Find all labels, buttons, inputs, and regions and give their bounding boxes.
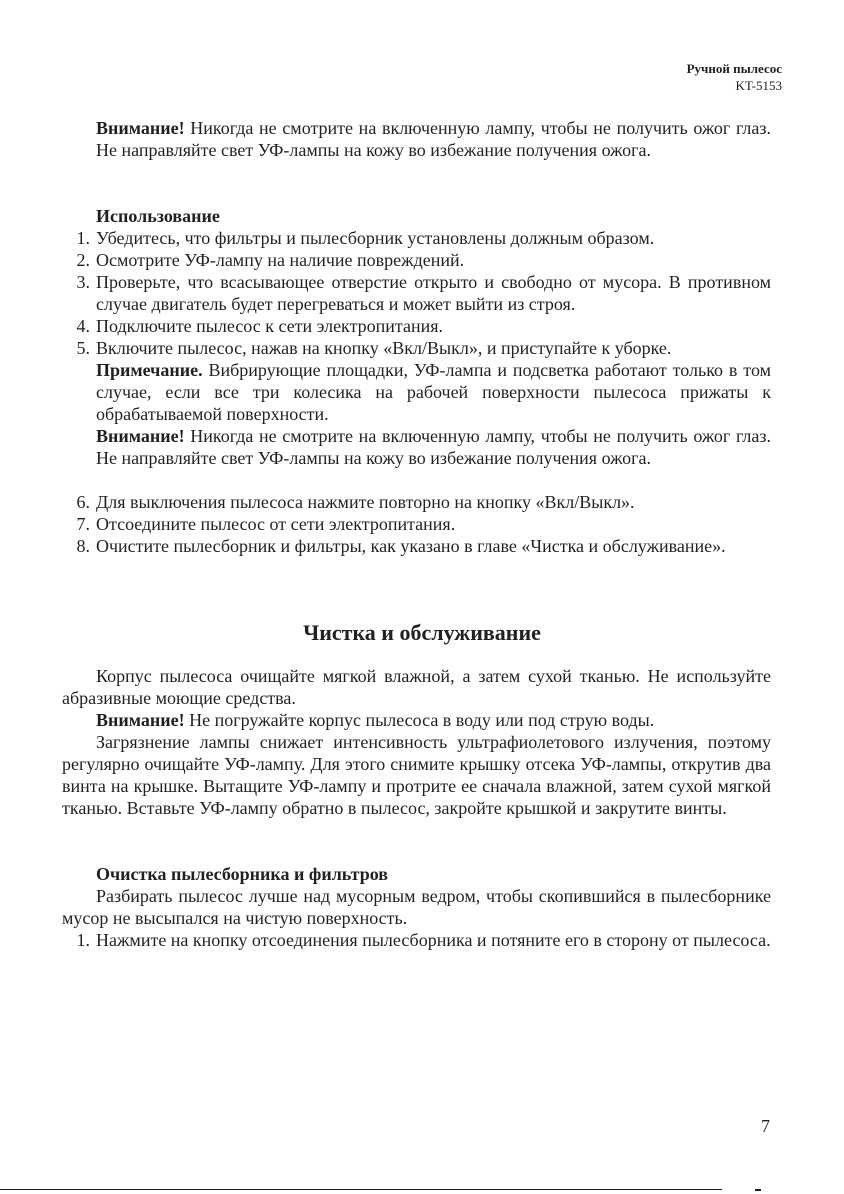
footer-tick	[755, 1189, 761, 1191]
item-text: Включите пылесос, нажав на кнопку «Вкл/Выкл», и приступайте к уборке.	[96, 338, 672, 358]
warning-label: Внимание!	[96, 710, 185, 730]
item-text: Проверьте, что всасывающее отверстие открыто и свободно от мусора. В противном случае двигатель будет перегреваться и может выйти из строя.	[96, 272, 771, 314]
item-text: Убедитесь, что фильтры и пылесборник установлены должным образом.	[96, 228, 655, 248]
item-text: Для выключения пылесоса нажмите повторно на кнопку «Вкл/Выкл».	[96, 492, 635, 512]
section-heading-cleaning: Чистка и обслуживание	[303, 620, 541, 645]
item-text: Подключите пылесос к сети электропитания.	[96, 316, 444, 336]
section-heading-usage: Использование	[96, 206, 220, 226]
item-number: 8.	[76, 536, 90, 556]
list-item	[76, 337, 771, 359]
warning-paragraph	[96, 709, 771, 731]
item-number: 5.	[76, 338, 90, 358]
note-paragraph	[96, 359, 771, 425]
list-item	[76, 249, 771, 271]
list-item	[76, 315, 771, 337]
running-header	[687, 60, 782, 94]
footer-rule	[0, 1189, 722, 1190]
item-number: 1.	[76, 930, 90, 950]
item-number: 3.	[76, 272, 90, 292]
list-item	[76, 227, 771, 249]
warning-text: Никогда не смотрите на включенную лампу, чтобы не получить ожог глаз. Не направляйте свет УФ-лампы на кожу во избежание получения ожога.	[96, 118, 771, 160]
note-text: Вибрирующие площадки, УФ-лампа и подсветка работают только в том случае, если все три колесика на рабочей поверхности пылесоса прижаты к обрабатываемой поверхности.	[96, 360, 771, 424]
item-number: 6.	[76, 492, 90, 512]
list-item	[76, 513, 771, 535]
list-item	[76, 491, 771, 513]
warning-paragraph	[96, 425, 771, 469]
list-item	[76, 271, 771, 315]
warning-text: Не погружайте корпус пылесоса в воду или под струю воды.	[184, 710, 655, 730]
body-paragraph: Загрязнение лампы снижает интенсивность ультрафиолетового излучения, поэтому регулярно очищайте УФ-лампу. Для этого снимите крышку отсека УФ-лампы, открутив два винта на крышке. Вытащите УФ-лампу и протрите ее сначала влажной, затем сухой мягкой тканью. Вставьте УФ-лампу обратно в пылесос, закройте крышкой и закрутите винты.	[62, 732, 771, 818]
item-number: 7.	[76, 514, 90, 534]
item-number: 4.	[76, 316, 90, 336]
item-text: Нажмите на кнопку отсоединения пылесборника и потяните его в сторону от пылесоса.	[96, 930, 771, 950]
item-number: 2.	[76, 250, 90, 270]
header-title: Ручной пылесос	[686, 61, 782, 76]
page-number: 7	[761, 1116, 770, 1136]
item-text: Осмотрите УФ-лампу на наличие повреждений.	[96, 250, 465, 270]
warning-text: Никогда не смотрите на включенную лампу, чтобы не получить ожог глаз. Не направляйте свет УФ-лампы на кожу во избежание получения ожога.	[96, 426, 771, 468]
warning-label: Внимание!	[96, 426, 185, 446]
warning-label: Внимание!	[96, 118, 185, 138]
list-item	[76, 535, 771, 557]
item-number: 1.	[76, 228, 90, 248]
item-text: Отсоедините пылесос от сети электропитания.	[96, 514, 456, 534]
item-text: Очистите пылесборник и фильтры, как указано в главе «Чистка и обслуживание».	[96, 536, 726, 556]
warning-paragraph	[96, 117, 771, 161]
note-label: Примечание.	[96, 360, 203, 380]
list-item	[76, 929, 771, 951]
body-paragraph: Разбирать пылесос лучше над мусорным ведром, чтобы скопившийся в пылесборнике мусор не высыпался на чистую поверхность.	[62, 886, 771, 928]
body-paragraph: Корпус пылесоса очищайте мягкой влажной, а затем сухой тканью. Не используйте абразивные моющие средства.	[62, 666, 771, 708]
header-model: KT-5153	[735, 78, 782, 93]
subsection-heading: Очистка пылесборника и фильтров	[96, 864, 388, 884]
